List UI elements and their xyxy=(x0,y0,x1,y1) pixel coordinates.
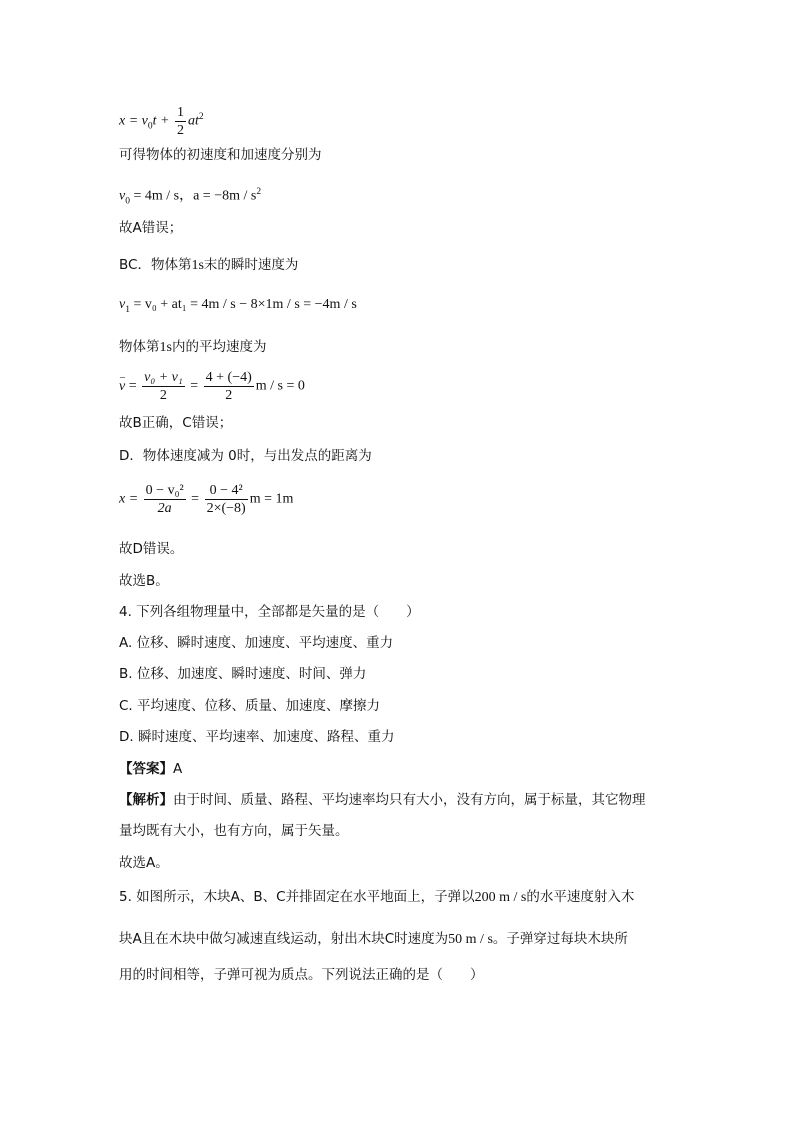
question-5-line-3: 用的时间相等，子弹可视为质点。下列说法正确的是（ ） xyxy=(119,967,484,983)
text-line: 故选B。 xyxy=(119,573,169,589)
question-4-option-a: A. 位移、瞬时速度、加速度、平均速度、重力 xyxy=(119,635,394,651)
text-line: D．物体速度减为 0时，与出发点的距离为 xyxy=(119,448,372,464)
question-4-option-c: C. 平均速度、位移、质量、加速度、摩擦力 xyxy=(119,698,381,714)
text-line: 故A错误； xyxy=(119,220,183,236)
text-line: 物体第1s内的平均速度为 xyxy=(119,339,267,355)
text-line: 故D错误。 xyxy=(119,541,184,557)
question-4-analysis-cont: 量均既有大小，也有方向，属于矢量。 xyxy=(119,823,349,839)
question-4-option-b: B. 位移、加速度、瞬时速度、时间、弹力 xyxy=(119,666,367,682)
question-5-line-1: 5. 如图所示，木块A、B、C并排固定在水平地面上，子弹以200 m / s的水平速度射入木 xyxy=(119,889,635,905)
text-line: 可得物体的初速度和加速度分别为 xyxy=(119,147,322,163)
text-line: 故B正确，C错误； xyxy=(119,415,233,431)
question-5-line-2: 块A且在木块中做匀减速直线运动，射出木块C时速度为50 m / s。子弹穿过每块木块所 xyxy=(119,931,628,947)
distance-formula: x = $\frac{\text{0 − v₀²}}{2a}$ = $\frac{\text{0 − 4²}}{2\times(-8)}$ m = 1m xyxy=(119,483,294,516)
question-4-stem: 4. 下列各组物理量中，全部都是矢量的是（ ） xyxy=(119,604,420,620)
initial-velocity-formula: $v_0 = 4m / s$，$a = -8m / s^2$ xyxy=(119,187,262,207)
question-4-option-d: D. 瞬时速度、平均速率、加速度、路程、重力 xyxy=(119,729,395,745)
average-velocity-formula: – v = $\frac{\text{v₀ + v₁}}{2}$ = $\frac{4 + (-4)}{2}$ m / s = 0 xyxy=(119,369,305,404)
question-4-answer: 【答案】A xyxy=(119,761,183,777)
question-4-conclusion: 故选A。 xyxy=(119,855,169,871)
instant-velocity-formula: $v_1 = v_0 + at_1 = 4m / s - 8\times 1m / s = -4m / s$ xyxy=(119,297,357,315)
text-line: BC．物体第1s末的瞬时速度为 xyxy=(119,257,299,273)
question-4-analysis: 【解析】由于时间、质量、路程、平均速率均只有大小，没有方向，属于标量，其它物理 xyxy=(119,792,646,808)
displacement-formula: $x = v_0t$ + $\frac{1}{2}$ $at^2$ xyxy=(119,105,204,138)
